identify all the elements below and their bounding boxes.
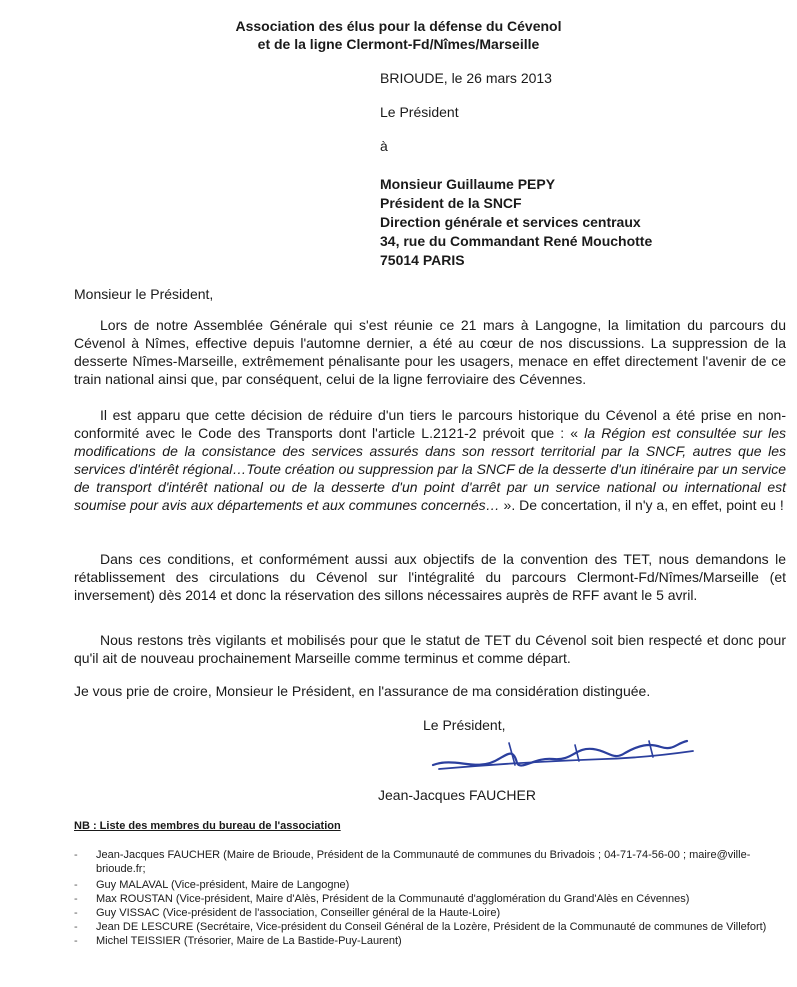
bullet-icon: -	[74, 921, 78, 933]
bullet-icon: -	[74, 849, 78, 861]
member-text: Max ROUSTAN (Vice-président, Maire d'Alès, Président de la Communauté d'agglomération du Grand'Alès en Cévennes)	[96, 893, 690, 905]
paragraph-2	[74, 406, 786, 514]
to-line: à	[380, 138, 388, 154]
paragraph-1-text: Lors de notre Assemblée Générale qui s'est réunie ce 21 mars à Langogne, la limitation du parcours du Cévenol à Nîmes, effective depuis l'automne dernier, a été au cœur de nos discussions. La suppression de la desserte Nîmes-Marseille, extrêmement pénalisante pour les usagers, menace en effet directement l'avenir de ce train national ainsi que, par conséquent, celui de la ligne ferroviaire des Cévennes.	[74, 317, 786, 387]
recipient-city: 75014 PARIS	[380, 252, 465, 268]
list-item	[70, 934, 775, 948]
paragraph-1	[74, 316, 786, 388]
salutation: Monsieur le Président,	[74, 286, 214, 302]
bullet-icon: -	[74, 907, 78, 919]
bullet-icon: -	[74, 935, 78, 947]
bullet-icon: -	[74, 879, 78, 891]
recipient-name: Monsieur Guillaume PEPY	[380, 176, 556, 192]
signatory-name: Jean-Jacques FAUCHER	[378, 787, 536, 803]
member-text: Jean DE LESCURE (Secrétaire, Vice-président du Conseil Général de la Lozère, Président de la Communauté de communes de Villefort)	[96, 921, 767, 933]
recipient-dept: Direction générale et services centraux	[380, 214, 641, 230]
list-item	[70, 878, 775, 892]
place-date: BRIOUDE, le 26 mars 2013	[380, 70, 552, 86]
paragraph-3	[74, 550, 786, 604]
paragraph-2-intro: Il est apparu que cette décision de réduire d'un tiers le parcours historique du Cévenol a été prise en non-conformité avec le Code des Transports dont l'article L.2121-2 prévoit que : «	[74, 407, 786, 441]
paragraph-4	[74, 631, 786, 667]
list-item	[70, 920, 775, 934]
paragraph-3-text: Dans ces conditions, et conformément aussi aux objectifs de la convention des TET, nous demandons le rétablissement des circulations du Cévenol sur l'intégralité du parcours Clermont-Fd/Nîmes/Marseille (et inversement) dès 2014 et donc la réservation des sillons nécessaires auprès de RFF avant le 5 avril.	[74, 551, 786, 603]
sender-line: Le Président	[380, 104, 459, 120]
association-name-line1: Association des élus pour la défense du Cévenol	[235, 18, 562, 34]
paragraph-4-text: Nous restons très vigilants et mobilisés pour que le statut de TET du Cévenol soit bien respecté et donc pour qu'il ait de nouveau prochainement Marseille comme terminus et comme départ.	[74, 632, 786, 666]
member-text: Michel TEISSIER (Trésorier, Maire de La Bastide-Puy-Laurent)	[96, 935, 402, 947]
paragraph-2-outro: ». De concertation, il n'y a, en effet, point eu !	[499, 497, 784, 513]
recipient-address	[380, 175, 652, 270]
paragraph-2-quote: la Région est consultée sur les modifications de la consistance des services assurés dans son ressort territorial par la SNCF, autres que les services d'intérêt régional…Toute création ou suppression par la SNCF de la desserte d'un itinéraire par un service de transport d'intérêt national ou de la desserte d'un point d'arrêt par un service national ou international est soumise pour avis aux départements et aux communes concernés…	[74, 425, 786, 513]
bullet-icon: -	[74, 893, 78, 905]
handwritten-signature	[425, 735, 705, 780]
member-text: Jean-Jacques FAUCHER (Maire de Brioude, Président de la Communauté de communes du Brivadois ; 04-71-74-56-00 ; maire@ville-brioude.fr;	[96, 849, 751, 875]
list-item	[70, 848, 775, 876]
member-text: Guy VISSAC (Vice-président de l'association, Conseiller général de la Haute-Loire)	[96, 907, 501, 919]
member-text: Guy MALAVAL (Vice-président, Maire de Langogne)	[96, 879, 350, 891]
association-name-line2: et de la ligne Clermont-Fd/Nîmes/Marseille	[257, 36, 540, 52]
bureau-member-list	[70, 848, 775, 948]
recipient-title: Président de la SNCF	[380, 195, 522, 211]
list-item	[70, 892, 775, 906]
list-item	[70, 906, 775, 920]
signature-title: Le Président,	[423, 717, 506, 733]
bureau-list-title: NB : Liste des membres du bureau de l'association	[74, 820, 341, 832]
closing-formula: Je vous prie de croire, Monsieur le Président, en l'assurance de ma considération distinguée.	[74, 683, 651, 699]
recipient-street: 34, rue du Commandant René Mouchotte	[380, 233, 653, 249]
